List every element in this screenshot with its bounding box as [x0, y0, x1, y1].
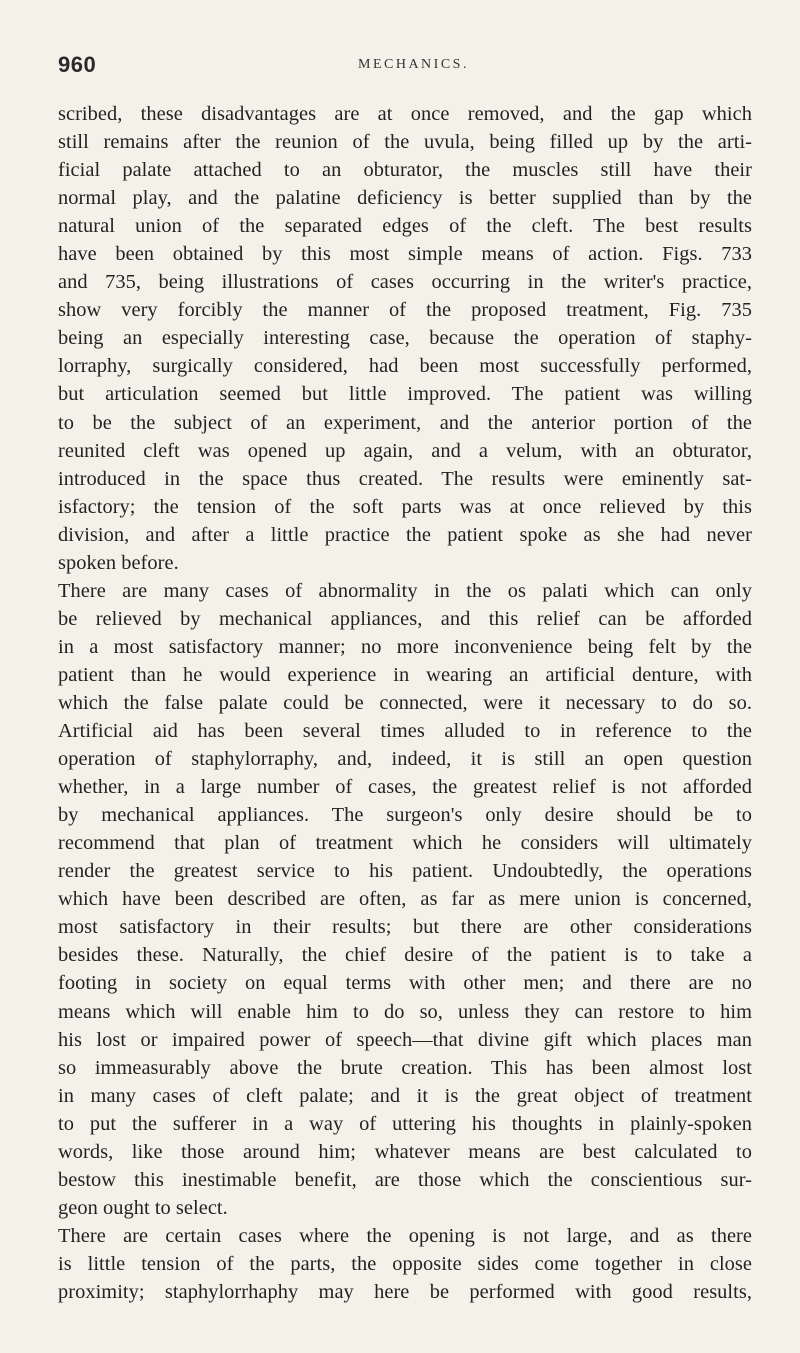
text-line: There are many cases of abnormality in the os palati which can only: [58, 579, 752, 602]
text-line: There are certain cases where the opening is not large, and as there: [58, 1224, 752, 1247]
text-line: being an especially interesting case, because the operation of staphy-: [58, 327, 752, 350]
text-line: by mechanical appliances. The surgeon's only desire should be to: [58, 804, 752, 827]
text-line: most satisfactory in their results; but there are other considerations: [58, 916, 752, 939]
body-text: [58, 100, 752, 1306]
text-line: division, and after a little practice the patient spoke as she had never: [58, 523, 752, 546]
text-line: lorraphy, surgically considered, had been most successfully performed,: [58, 355, 752, 378]
text-line: patient than he would experience in wearing an artificial denture, with: [58, 663, 752, 686]
text-line: besides these. Naturally, the chief desire of the patient is to take a: [58, 944, 752, 967]
text-line: his lost or impaired power of speech—that divine gift which places man: [58, 1028, 752, 1051]
text-line: normal play, and the palatine deficiency is better supplied than by the: [58, 187, 752, 210]
text-line: so immeasurably above the brute creation. This has been almost lost: [58, 1056, 752, 1079]
text-line: and 735, being illustrations of cases occurring in the writer's practice,: [58, 271, 752, 294]
text-line: whether, in a large number of cases, the greatest relief is not afforded: [58, 776, 752, 799]
text-line: isfactory; the tension of the soft parts was at once relieved by this: [58, 495, 752, 518]
text-line: footing in society on equal terms with other men; and there are no: [58, 972, 752, 995]
text-line: show very forcibly the manner of the proposed treatment, Fig. 735: [58, 299, 752, 322]
text-line: but articulation seemed but little improved. The patient was willing: [58, 383, 752, 406]
text-line: spoken before.: [58, 551, 179, 574]
text-line: recommend that plan of treatment which he considers will ultimately: [58, 832, 752, 855]
text-line: words, like those around him; whatever means are best calculated to: [58, 1140, 752, 1163]
text-line: in many cases of cleft palate; and it is the great object of treatment: [58, 1084, 752, 1107]
text-line: introduced in the space thus created. The results were eminently sat-: [58, 467, 752, 490]
text-line: Artificial aid has been several times alluded to in reference to the: [58, 720, 752, 743]
text-line: still remains after the reunion of the uvula, being filled up by the arti-: [58, 131, 752, 154]
text-line: to put the sufferer in a way of uttering his thoughts in plainly-spoken: [58, 1112, 752, 1135]
text-line: scribed, these disadvantages are at once removed, and the gap which: [58, 103, 752, 125]
text-line: natural union of the separated edges of the cleft. The best results: [58, 215, 752, 238]
text-line: is little tension of the parts, the opposite sides come together in close: [58, 1252, 752, 1275]
text-line: operation of staphylorraphy, and, indeed, it is still an open question: [58, 748, 752, 771]
text-line: ficial palate attached to an obturator, the muscles still have their: [58, 159, 752, 182]
text-line: which have been described are often, as far as mere union is concerned,: [58, 888, 752, 911]
text-line: have been obtained by this most simple means of action. Figs. 733: [58, 243, 752, 266]
text-line: render the greatest service to his patient. Undoubtedly, the operations: [58, 860, 752, 883]
running-head: MECHANICS.: [358, 57, 469, 72]
text-line: geon ought to select.: [58, 1196, 228, 1219]
page-number: 960: [58, 52, 97, 77]
text-line: which the false palate could be connected, were it necessary to do so.: [58, 691, 752, 714]
text-line: reunited cleft was opened up again, and a velum, with an obturator,: [58, 439, 752, 462]
text-line: to be the subject of an experiment, and the anterior portion of the: [58, 411, 752, 434]
text-line: proximity; staphylorrhaphy may here be performed with good results,: [58, 1280, 752, 1303]
text-line: means which will enable him to do so, unless they can restore to him: [58, 1000, 752, 1023]
text-line: be relieved by mechanical appliances, and this relief can be afforded: [58, 607, 752, 630]
page-header: [58, 52, 742, 82]
text-line: in a most satisfactory manner; no more inconvenience being felt by the: [58, 635, 752, 658]
text-line: bestow this inestimable benefit, are those which the conscientious sur-: [58, 1168, 752, 1191]
